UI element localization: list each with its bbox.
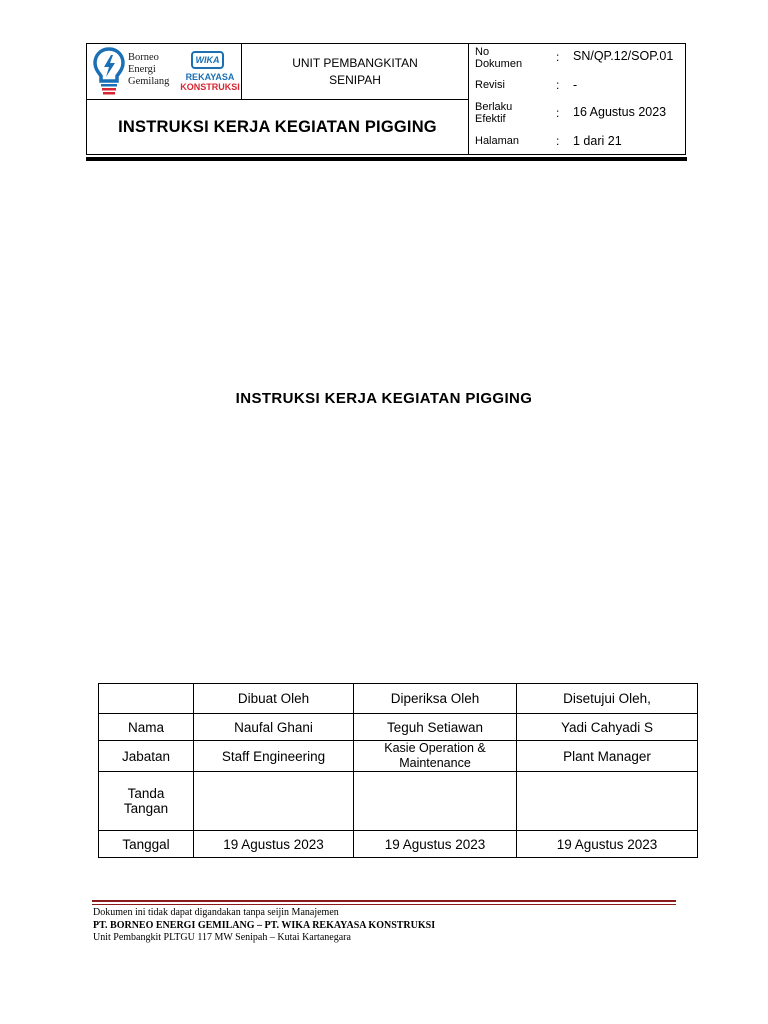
row-label: Jabatan (99, 741, 194, 772)
approval-table (98, 683, 698, 858)
row-label: Tanda Tangan (99, 772, 194, 831)
company-logos (87, 44, 242, 100)
footer-rule (92, 900, 676, 902)
unit-name-line: UNIT PEMBANGKITAN (292, 55, 418, 70)
meta-value: 1 dari 21 (573, 134, 622, 148)
footer-location: Unit Pembangkit PLTGU 117 MW Senipah – Kutai Kartanegara (93, 932, 351, 943)
table-cell: Kasie Operation & Maintenance (354, 741, 517, 772)
company-logo-line: Gemilang (128, 76, 170, 87)
table-cell: 19 Agustus 2023 (354, 831, 517, 858)
document-header (86, 43, 686, 155)
footer (93, 907, 435, 945)
wika-logo-line: KONSTRUKSI (180, 82, 240, 92)
wika-logo-line: REKAYASA (185, 72, 235, 82)
row-label: Tanggal (99, 831, 194, 858)
unit-name-cell (242, 44, 469, 100)
company-logo-line: Energi (128, 64, 156, 75)
meta-label: Berlaku Efektif (475, 101, 513, 125)
meta-label: No Dokumen (475, 46, 523, 70)
header-title: INSTRUKSI KERJA KEGIATAN PIGGING (87, 100, 469, 155)
table-cell: 19 Agustus 2023 (194, 831, 354, 858)
table-cell: Teguh Setiawan (354, 714, 517, 741)
meta-colon: : (556, 50, 560, 64)
footer-companies: PT. BORNEO ENERGI GEMILANG – PT. WIKA REKAYASA KONSTRUKSI (93, 919, 436, 931)
header-rule (86, 157, 687, 161)
table-header-cell (99, 684, 194, 714)
row-label: Nama (99, 714, 194, 741)
lightbulb-logo-icon (92, 46, 126, 96)
meta-colon: : (556, 106, 560, 120)
meta-label: Halaman (475, 135, 520, 147)
document-title: INSTRUKSI KERJA KEGIATAN PIGGING (235, 390, 533, 407)
table-header-cell: Disetujui Oleh, (517, 684, 698, 714)
table-cell: Yadi Cahyadi S (517, 714, 698, 741)
document-meta (469, 44, 686, 155)
wika-logo-badge: WIKA (191, 51, 224, 69)
table-header-cell: Dibuat Oleh (194, 684, 354, 714)
table-header-row (99, 684, 698, 714)
meta-value: SN/QP.12/SOP.01 (573, 49, 674, 63)
table-row (99, 772, 698, 831)
table-cell: Naufal Ghani (194, 714, 354, 741)
footer-rule (92, 904, 676, 905)
signature-cell (354, 772, 517, 831)
signature-cell (517, 772, 698, 831)
table-row (99, 714, 698, 741)
meta-value: - (573, 78, 578, 92)
table-row (99, 831, 698, 858)
footer-notice: Dokumen ini tidak dapat digandakan tanpa seijin Manajemen (93, 907, 339, 918)
table-row (99, 741, 698, 772)
meta-colon: : (556, 134, 560, 148)
meta-value: 16 Agustus 2023 (573, 105, 667, 119)
meta-label: Revisi (475, 79, 505, 91)
meta-colon: : (556, 78, 560, 92)
company-logo-line: Borneo (128, 52, 159, 63)
company-logo-text (128, 52, 169, 88)
table-cell: Staff Engineering (194, 741, 354, 772)
table-header-cell: Diperiksa Oleh (354, 684, 517, 714)
wika-logo-text (179, 72, 241, 92)
unit-name-line: SENIPAH (329, 72, 381, 87)
table-cell: Plant Manager (517, 741, 698, 772)
table-cell: 19 Agustus 2023 (517, 831, 698, 858)
signature-cell (194, 772, 354, 831)
